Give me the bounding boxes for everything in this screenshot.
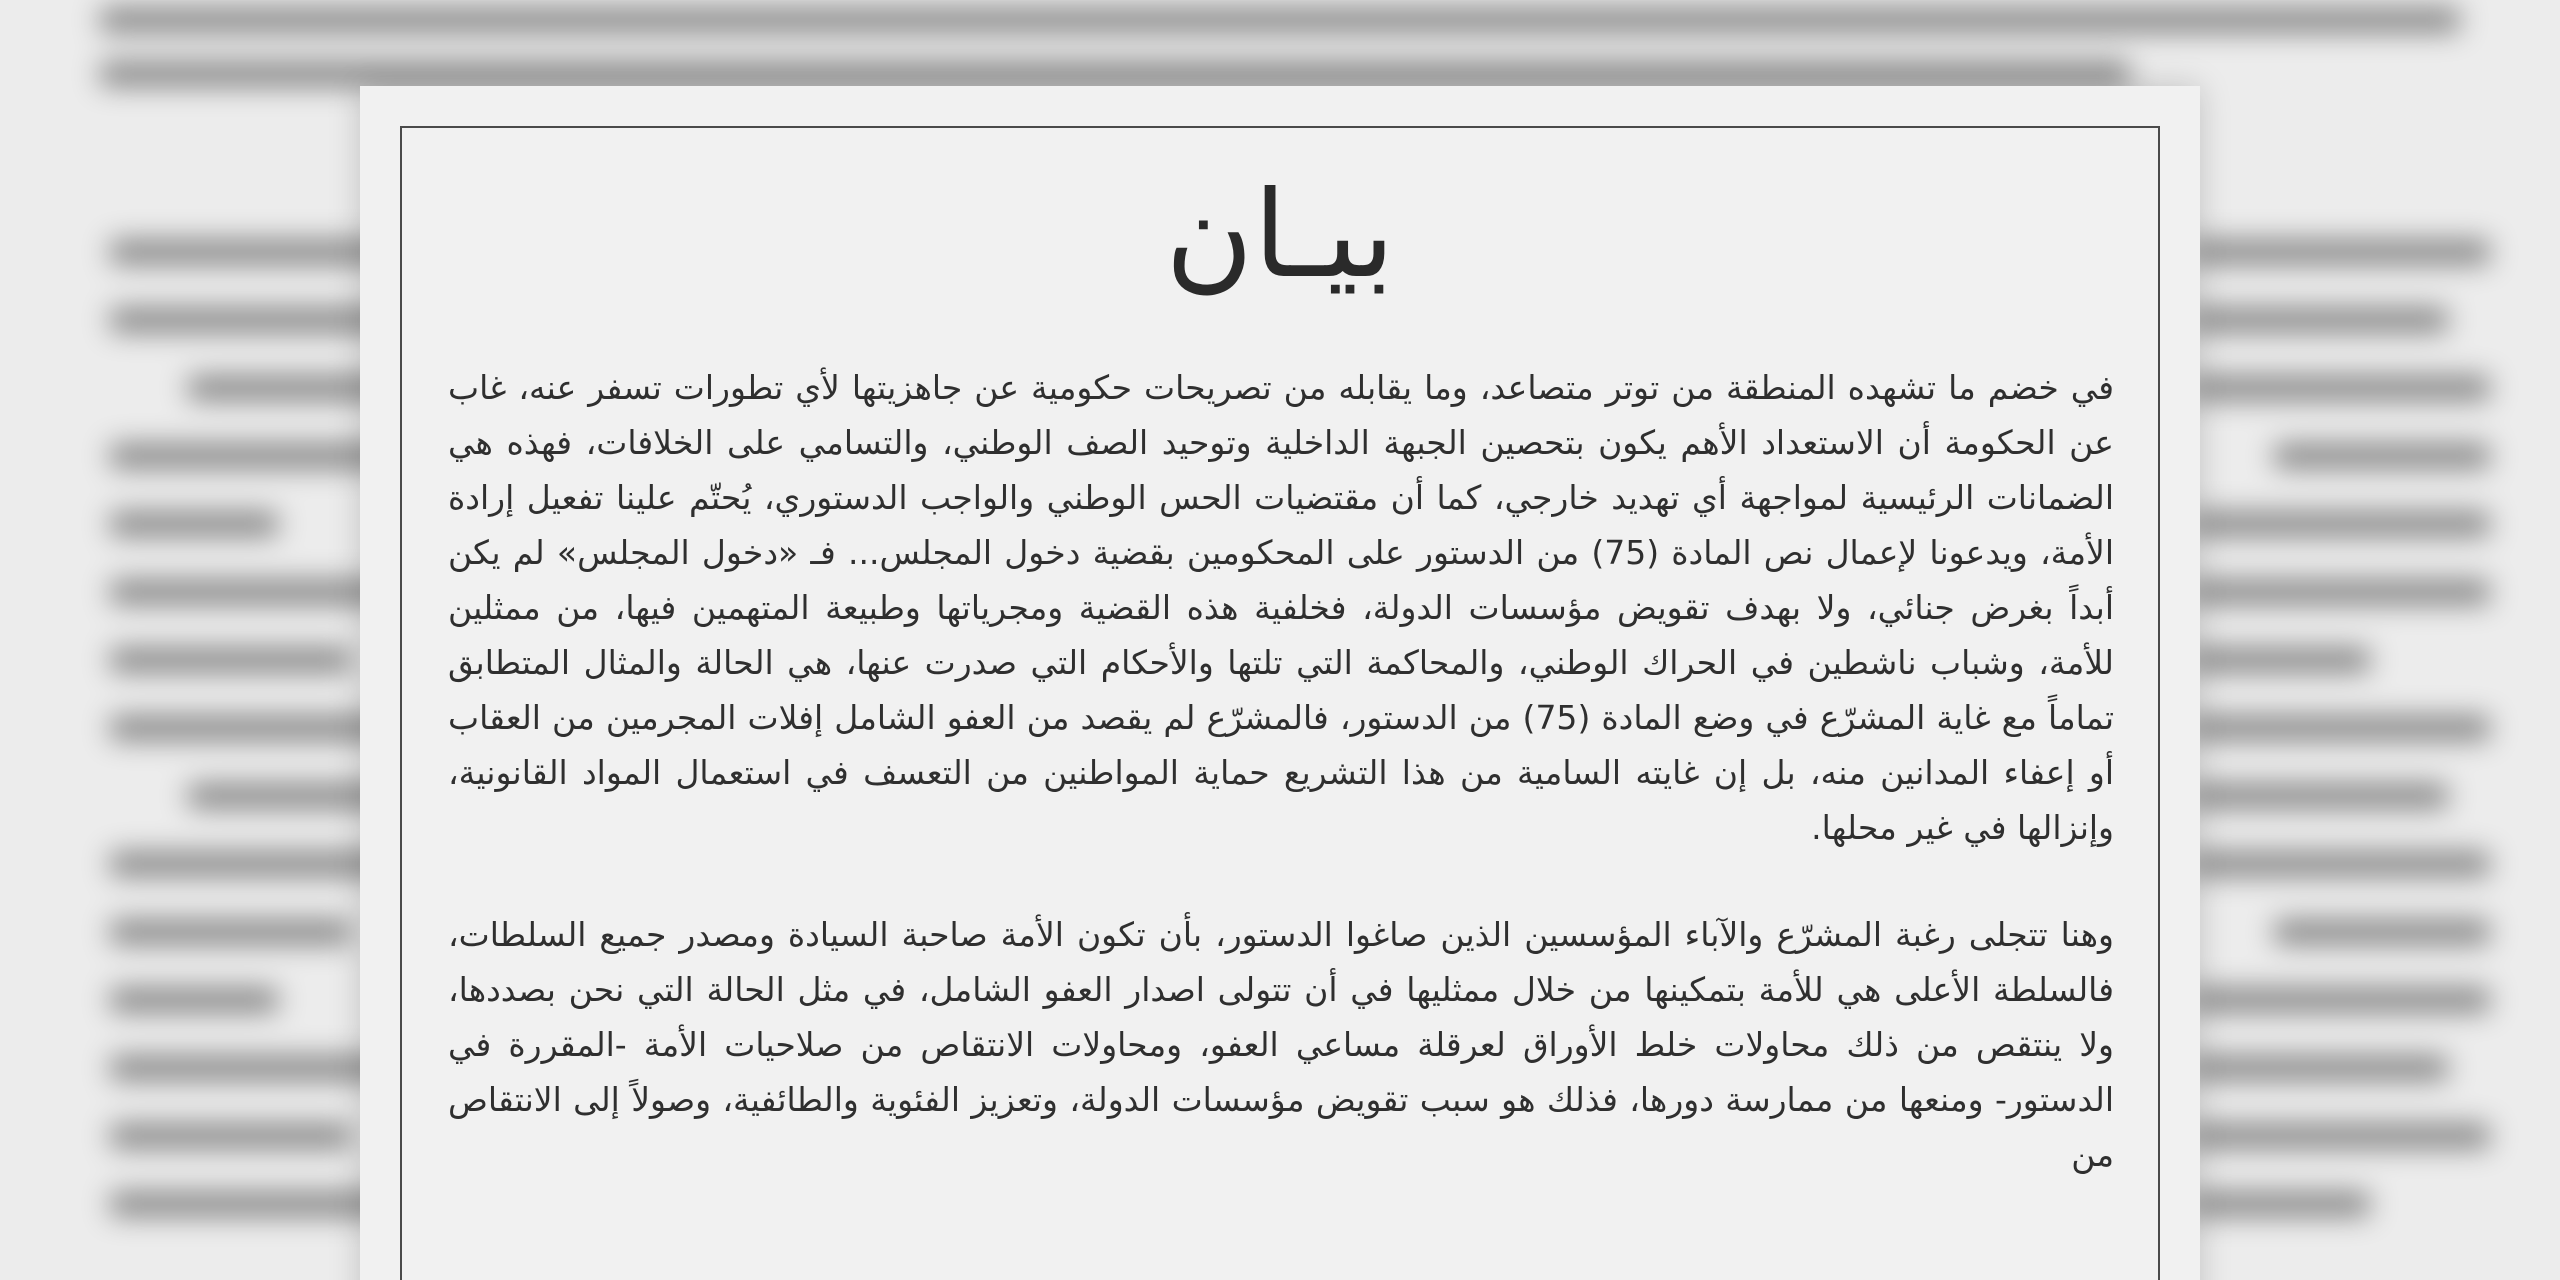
background-line — [100, 62, 2130, 86]
statement-title: بيـان — [1165, 166, 1395, 305]
background-line — [2190, 376, 2490, 400]
background-line — [2190, 580, 2490, 604]
background-line — [110, 716, 390, 740]
background-line — [110, 1056, 390, 1080]
background-line — [2190, 1192, 2370, 1216]
background-line — [2190, 1056, 2448, 1080]
background-line — [2190, 716, 2490, 740]
background-line — [2190, 512, 2490, 536]
background-line — [110, 852, 390, 876]
background-line — [2190, 988, 2490, 1012]
background-line — [110, 512, 278, 536]
background-line — [110, 580, 390, 604]
background-line — [110, 920, 351, 944]
background-line — [2190, 648, 2370, 672]
background-line — [110, 308, 390, 332]
background-line — [110, 444, 390, 468]
statement-paper — [360, 86, 2200, 1280]
background-right-column — [2190, 230, 2490, 1280]
background-left-column — [110, 230, 390, 1280]
statement-paragraph-1: في خضم ما تشهده المنطقة من توتر متصاعد، وما يقابله من تصريحات حكومية عن جاهزيتها لأي تطورات تسفر عنه، غاب عن الحكومة أن الاستعداد الأهم يكون بتحصين الجبهة الداخلية وتوحيد الصف الوطني، والتسامي على الخلافات، فهذه هي الضمانات الرئيسية لمواجهة أي تهديد خارجي، كما أن مقتضيات الحس الوطني والواجب الدستوري، يُحتّم علينا تفعيل إرادة الأمة، ويدعونا لإعمال نص المادة (75) من الدستور على المحكومين بقضية دخول المجلس... فـ «دخول المجلس» لم يكن أبداً بغرض جنائي، ولا بهدف تقويض مؤسسات الدولة، فخلفية هذه القضية ومجرياتها وطبيعة المتهمين فيها، من ممثلين للأمة، وشباب ناشطين في الحراك الوطني، والمحاكمة التي تلتها والأحكام التي صدرت عنها، هي الحالة والمثال المتطابق تماماً مع غاية المشرّع في وضع المادة (75) من الدستور، فالمشرّع لم يقصد من العفو الشامل إفلات المجرمين من العقاب أو إعفاء المدانين منه، بل إن غايته السامية من هذا التشريع حماية المواطنين من التعسف في استعمال المواد القانونية، وإنزالها في غير محلها. — [448, 368, 2115, 847]
background-line — [2274, 920, 2490, 944]
background-line — [2274, 444, 2490, 468]
background-line — [2190, 240, 2490, 264]
statement-body — [448, 360, 2114, 1182]
background-line — [2190, 852, 2490, 876]
background-line — [110, 240, 390, 264]
background-line — [2190, 308, 2448, 332]
background-line — [2190, 1124, 2490, 1148]
background-line — [110, 1124, 351, 1148]
background-line — [110, 1192, 390, 1216]
statement-border-frame — [400, 126, 2160, 1280]
background-line — [2190, 784, 2448, 808]
background-line — [110, 988, 278, 1012]
statement-paragraph-2: وهنا تتجلى رغبة المشرّع والآباء المؤسسين الذين صاغوا الدستور، بأن تكون الأمة صاحبة السيادة ومصدر جميع السلطات، فالسلطة الأعلى هي للأمة بتمكينها من خلال ممثليها في أن تتولى اصدار العفو الشامل، في مثل الحالة التي نحن بصددها، ولا ينتقص من ذلك محاولات خلط الأوراق لعرقلة مساعي العفو، ومحاولات الانتقاص من صلاحيات الأمة -المقررة في الدستور- ومنعها من ممارسة دورها، فذلك هو سبب تقويض مؤسسات الدولة، وتعزيز الفئوية والطائفية، وصولاً إلى الانتقاص من — [448, 915, 2114, 1174]
background-line — [100, 8, 2460, 32]
background-line — [110, 648, 351, 672]
